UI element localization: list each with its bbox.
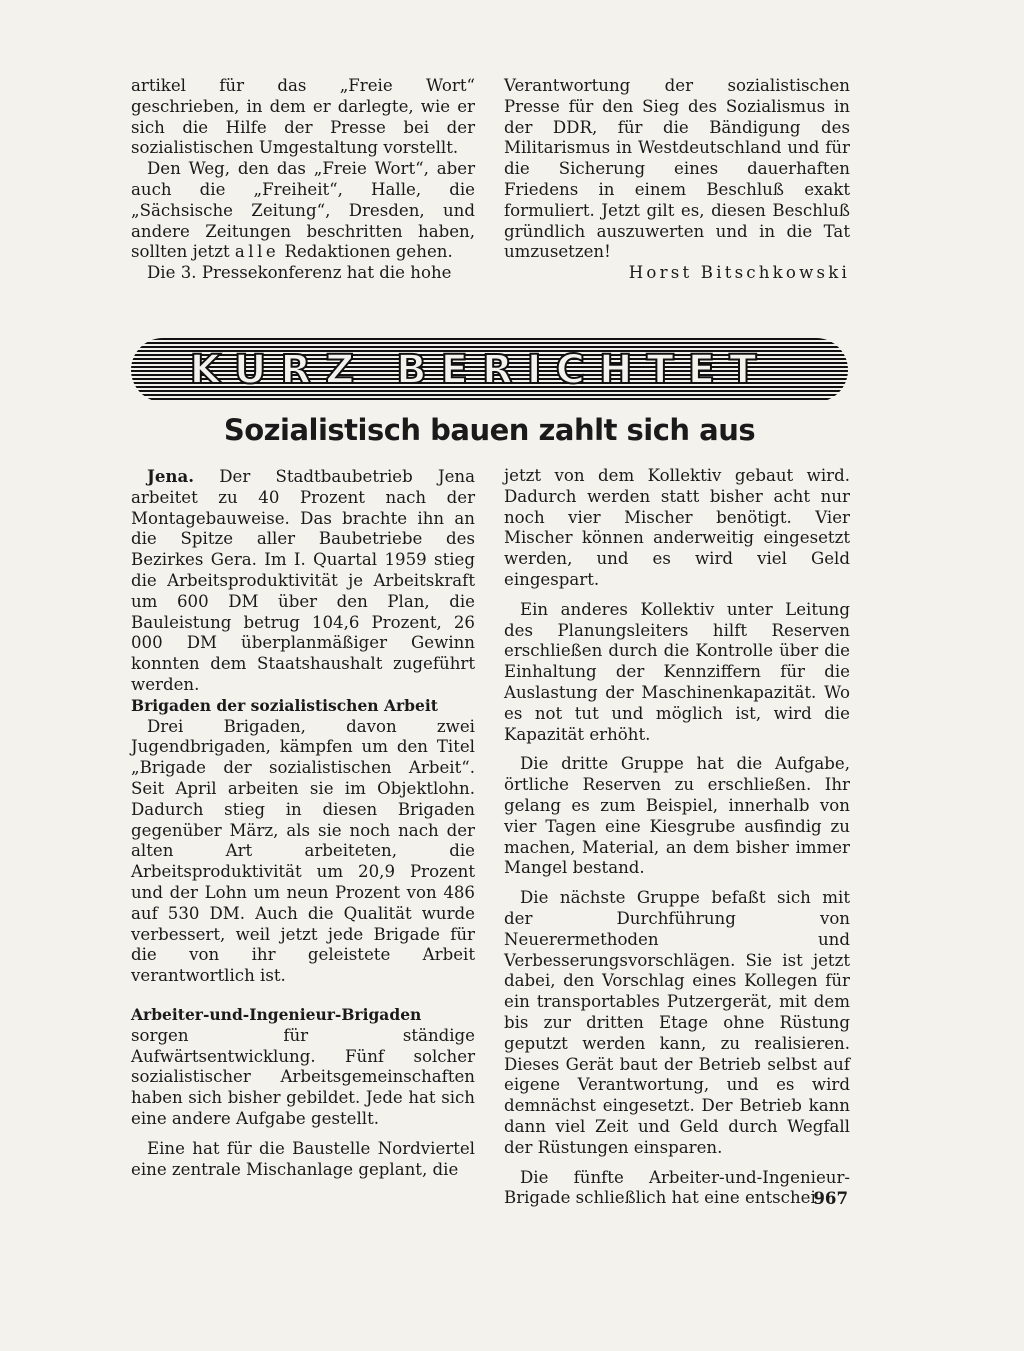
prev-article-right-column bbox=[504, 76, 850, 284]
article-headline: Sozialistisch bauen zahlt sich aus bbox=[223, 413, 756, 447]
paragraph bbox=[131, 159, 475, 263]
subheading: Brigaden der sozialistischen Arbeit bbox=[131, 695, 438, 715]
section-banner-title: KURZ BERICHTET bbox=[189, 347, 771, 393]
paragraph: Die 3. Pressekonferenz hat die hohe bbox=[147, 263, 452, 283]
spaced-word: alle bbox=[234, 242, 280, 262]
paragraph: jetzt von dem Kollektiv gebaut wird. Dadurch werden statt bisher acht nur noch vier Mischer benötigt. Vier Mischer können anderweitig eingesetzt werden, und es wird viel Geld eingespart. bbox=[504, 466, 850, 589]
subheading: Arbeiter-und-Ingenieur-Brigaden bbox=[131, 1004, 422, 1024]
article-right-column bbox=[504, 466, 850, 1209]
paragraph: Die fünfte Arbeiter-und-Ingenieur-Brigade schließlich hat eine entschei- bbox=[504, 1167, 850, 1208]
author-name: Horst Bitschkowski bbox=[628, 263, 850, 283]
article-left-column bbox=[131, 466, 475, 1180]
paragraph-text: Der Stadtbaubetrieb Jena arbeitet zu 40 Prozent nach der Montagebauweise. Das brachte ihn an die Spitze aller Baubetriebe des Bezirkes Gera. Im I. Quartal 1959 stieg die Arbeitsproduktivität je Arbeitskraft um 600 DM über den Plan, die Bauleistung betrug 104,6 Prozent, 26 000 DM überplanmäßiger Gewinn konnten dem Staatshaushalt zugeführt werden. bbox=[131, 467, 475, 694]
paragraph: artikel für das „Freie Wort“ geschrieben, in dem er darlegte, wie er sich die Hilfe der Presse bei der sozialistischen Umgestaltung vorstellt. bbox=[131, 76, 475, 158]
paragraph: Drei Brigaden, davon zwei Jugendbrigaden, kämpfen um den Titel „Brigade der sozialistischen Arbeit“. Seit April arbeiten sie im Objektlohn. Dadurch stieg in diesen Brigaden gegenüber März, als sie noch nach der alten Art arbeiteten, die Arbeitsproduktivität um 20,9 Prozent und der Lohn um neun Prozent von 486 auf 530 DM. Auch die Qualität wurde verbessert, weil jetzt jede Brigade für die von ihr geleistete Arbeit verantwortlich ist. bbox=[131, 716, 475, 986]
paragraph: Eine hat für die Baustelle Nordviertel eine zentrale Mischanlage geplant, die bbox=[131, 1138, 475, 1179]
paragraph: Die nächste Gruppe befaßt sich mit der Durchführung von Neuerermethoden und Verbesserungsvorschlägen. Sie ist jetzt dabei, den Vorschlag eines Kollegen für ein transportables Putzergerät, mit dem bis zur dritten Etage ohne Rüstung geputzt werden kann, zu realisieren. Dieses Gerät baut der Betrieb selbst auf eigene Verantwortung, und es wird demnächst eingesetzt. Der Betrieb kann dann viel Zeit und Geld durch Wegfall der Rüstungen einsparen. bbox=[504, 888, 850, 1157]
paragraph bbox=[131, 466, 475, 696]
paragraph-text: Redaktionen gehen. bbox=[279, 242, 453, 262]
paragraph: Ein anderes Kollektiv unter Leitung des Planungsleiters hilft Reserven erschließen durch die Kontrolle über die Einhaltung der Kennziffern für die Auslastung der Maschinenkapazität. Wo es not tut und möglich ist, wird die Kapazität erhöht. bbox=[504, 599, 850, 744]
page-number: 967 bbox=[813, 1188, 848, 1208]
paragraph-text: Den Weg, den das „Freie Wort“, aber auch die „Freiheit“, Halle, die „Sächsische Zeitung“, Dresden, und andere Zeitungen beschritten haben, sollten jetzt bbox=[131, 159, 475, 262]
paragraph: Die dritte Gruppe hat die Aufgabe, örtliche Reserven zu erschließen. Ihr gelang es zum Beispiel, innerhalb von vier Tagen eine Kiesgrube ausfindig zu machen, Material, an dem bisher immer Mangel bestand. bbox=[504, 754, 850, 878]
paragraph: Verantwortung der sozialistischen Presse für den Sieg des Sozialismus in der DDR, für die Bändigung des Militarismus in Westdeutschland und für die Sicherung eines dauerhaften Friedens in einem Beschluß exakt formuliert. Jetzt gilt es, diesen Beschluß gründlich auszuwerten und in die Tat umzusetzen! bbox=[504, 76, 850, 262]
prev-article-left-column bbox=[131, 76, 475, 284]
dateline: Jena. bbox=[147, 466, 195, 486]
paragraph: sorgen für ständige Aufwärtsentwicklung. Fünf solcher sozialistischer Arbeitsgemeinschaften haben sich bisher gebildet. Jede hat sich eine andere Aufgabe gestellt. bbox=[131, 1025, 475, 1128]
